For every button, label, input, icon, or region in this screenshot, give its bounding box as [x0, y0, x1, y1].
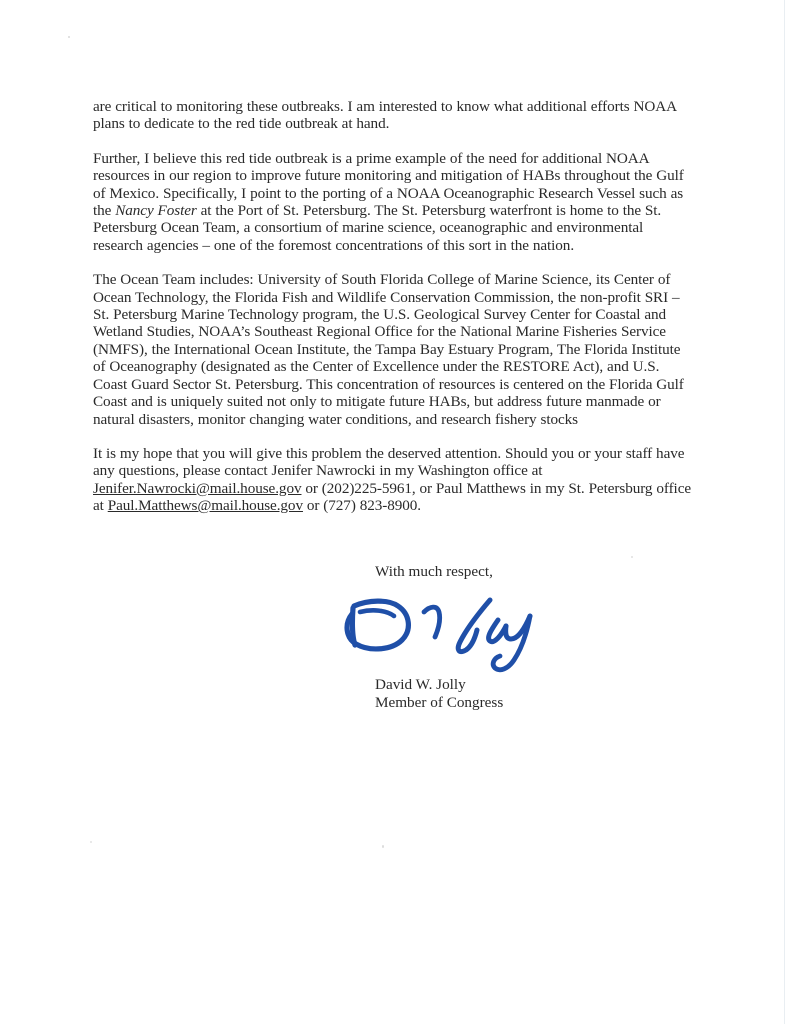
paragraph-text: The Ocean Team includes: University of South Florida College of Marine Science, its Center of Ocean Technology, the Florida Fish and Wildlife Conservation Commission, the non-profit SRI – St. Petersburg Marine Technology program, the U.S. Geological Survey Center for Coastal and Wetland Studies, NOAA’s Southeast Regional Office for the National Marine Fisheries Service (NMFS), the International Ocean Institute, the Tampa Bay Estuary Program, The Florida Institute of Oceanography (designated as the Center of Excellence under the RESTORE Act), and U.S. Coast Guard Sector St. Petersburg. This concentration of resources is centered on the Florida Gulf Coast and is uniquely suited not only to mitigate future HABs, but address future manmade or natural disasters, monitor changing water conditions, and research fishery stocks [93, 271, 684, 428]
paragraph-text: are critical to monitoring these outbreaks. I am interested to know what additional efforts NOAA plans to dedicate to the red tide outbreak at hand. [93, 98, 677, 133]
scan-speck [90, 841, 92, 843]
paragraph-text: It is my hope that you will give this problem the deserved attention. Should you or your staff have any questions, please contact Jenifer Nawrocki in my Washington office at [93, 444, 685, 480]
letter-paragraph [93, 271, 693, 428]
signature-image [338, 592, 568, 674]
letter-body [93, 98, 693, 515]
closing-block [375, 563, 715, 711]
scan-speck [631, 556, 633, 558]
letter-paragraph [93, 150, 693, 254]
letter-paragraph [93, 445, 693, 515]
email-address-link[interactable]: Jenifer.Nawrocki@mail.house.gov [93, 479, 302, 497]
closing-salutation: With much respect, [375, 563, 493, 580]
email-address-link[interactable]: Paul.Matthews@mail.house.gov [107, 497, 303, 515]
paragraph-text: at the Port of St. Petersburg. The St. Petersburg waterfront is home to the St. Petersburg Ocean Team, a consortium of marine science, oceanographic and environmental research agencies – one of the foremost concentrations of this sort in the nation. [93, 202, 662, 254]
paragraph-text: or (727) 823-8900. [302, 497, 421, 515]
scan-speck [68, 36, 70, 38]
scan-speck [382, 845, 384, 848]
paragraph-text: or (202)225-5961, or Paul Matthews in my St. Petersburg office at [93, 479, 692, 515]
signer-name: David W. Jolly [375, 676, 466, 694]
paragraph-text: Further, I believe this red tide outbreak is a prime example of the need for additional NOAA resources in our region to improve future monitoring and mitigation of HABs throughout the Gulf of Mexico. Specifically, I point to the porting of a NOAA Oceanographic Research Vessel such as the [93, 149, 684, 220]
italic-vessel-name: Nancy Foster [115, 202, 197, 220]
letter-paragraph [93, 98, 693, 133]
scan-edge-line [784, 0, 785, 1024]
signer-title: Member of Congress [375, 693, 504, 711]
